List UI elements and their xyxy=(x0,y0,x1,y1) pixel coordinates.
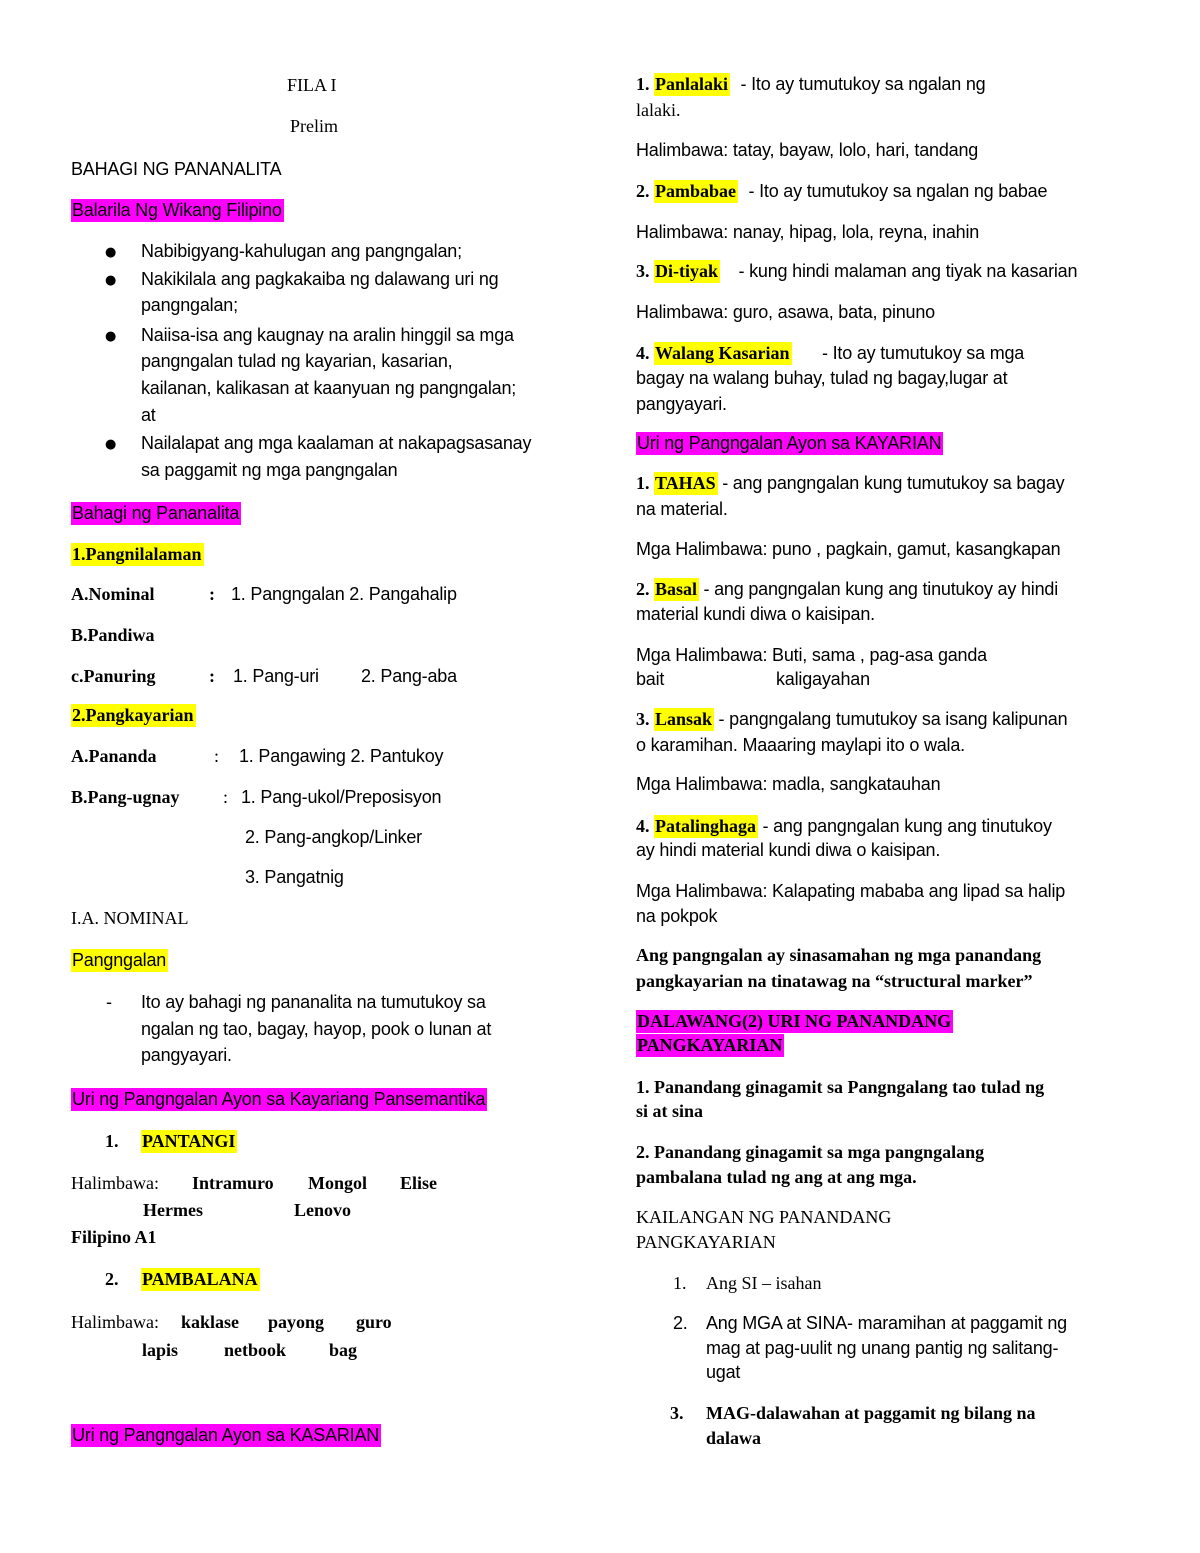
walang-kasarian-term: Walang Kasarian xyxy=(655,343,790,363)
nominal-colon: : xyxy=(209,584,215,604)
panlalaki-definition-cont: lalaki. xyxy=(636,100,681,120)
pananda-item: 1. Panandang ginagamit sa Pangngalang tao tulad ng xyxy=(636,1077,1045,1097)
list-item: Naiisa-isa ang kaugnay na aralin hinggil sa mga xyxy=(141,325,514,345)
pananda-colon: : xyxy=(214,746,220,766)
balarila-heading: Balarila Ng Wikang Filipino xyxy=(72,200,282,220)
pandiwa-label: B.Pandiwa xyxy=(71,625,155,645)
item-number: 2. xyxy=(636,579,650,599)
dituyak-term: Di-tiyak xyxy=(655,261,718,281)
basal-term: Basal xyxy=(655,579,698,599)
pangkayarian-heading: 2.Pangkayarian xyxy=(72,705,194,725)
bahagi-heading: Bahagi ng Pananalita xyxy=(72,503,240,523)
lansak-term: Lansak xyxy=(655,709,713,729)
definition-line: ngalan ng tao, bagay, hayop, pook o lunan at xyxy=(141,1019,492,1039)
halimbawa-label: Halimbawa: xyxy=(71,1312,159,1332)
definition-line: pangyayari. xyxy=(141,1045,232,1065)
kailangan-item: Ang SI – isahan xyxy=(706,1273,822,1293)
walang-definition: - Ito ay tumutukoy sa mga xyxy=(822,343,1025,363)
halimbawa-label: Halimbawa: xyxy=(71,1173,159,1193)
lansak-example: Mga Halimbawa: madla, sangkatauhan xyxy=(636,774,941,794)
patalinghaga-example: Mga Halimbawa: Kalapating mababa ang lipad sa halip xyxy=(636,881,1066,901)
pangngalan-heading: Pangngalan xyxy=(72,950,167,970)
kailangan-item-cont: dalawa xyxy=(706,1428,762,1448)
pananda-item-cont: si at sina xyxy=(636,1101,704,1121)
example-word: Filipino A1 xyxy=(71,1227,157,1247)
pananda-item-cont: pambalana tulad ng ang at ang mga. xyxy=(636,1167,917,1187)
example-word: Lenovo xyxy=(294,1200,352,1220)
example-word: Elise xyxy=(400,1173,438,1193)
basal-definition: - ang pangngalan kung ang tinutukoy ay hindi xyxy=(703,579,1058,599)
patalinghaga-example: na pokpok xyxy=(636,906,718,926)
pambalana-number: 2. xyxy=(105,1269,119,1289)
tahas-definition-cont: na material. xyxy=(636,499,728,519)
bullet-icon: ● xyxy=(105,329,117,344)
tahas-term: TAHAS xyxy=(655,473,716,493)
list-item: Nakikilala ang pagkakaiba ng dalawang uri ng xyxy=(141,269,499,289)
item-number: 4. xyxy=(636,816,650,836)
list-item-continuation: pangngalan tulad ng kayarian, kasarian, xyxy=(141,351,453,371)
patalinghaga-definition: - ang pangngalan kung ang tinutukoy xyxy=(762,816,1052,836)
lansak-definition-cont: o karamihan. Maaaring maylapi ito o wala. xyxy=(636,735,965,755)
panuring-label: c.Panuring xyxy=(71,666,156,686)
tahas-example: Mga Halimbawa: puno , pagkain, gamut, kasangkapan xyxy=(636,539,1061,559)
list-item-continuation: kailanan, kalikasan at kaanyuan ng pangngalan; xyxy=(141,378,517,398)
dituyak-example: Halimbawa: guro, asawa, bata, pinuno xyxy=(636,302,935,322)
item-number: 2. xyxy=(636,181,650,201)
kailangan-item-cont: mag at pag-uulit ng unang pantig ng salitang- xyxy=(706,1338,1059,1358)
example-word: Intramuro xyxy=(192,1173,274,1193)
pangugnay-colon: : xyxy=(223,787,229,807)
list-item: Nailalapat ang mga kaalaman at nakapagsasanay xyxy=(141,433,532,453)
kailangan-item: MAG-dalawahan at paggamit ng bilang na xyxy=(706,1403,1036,1423)
kailangan-number: 1. xyxy=(673,1273,687,1293)
structural-marker-text: pangkayarian na tinatawag na “structural marker” xyxy=(636,971,1033,991)
panuring-colon: : xyxy=(209,666,215,686)
nominal-label: A.Nominal xyxy=(71,584,155,604)
item-number: 3. xyxy=(636,261,650,281)
example-word: Hermes xyxy=(143,1200,203,1220)
walang-definition-cont: bagay na walang buhay, tulad ng bagay,lugar at xyxy=(636,368,1008,388)
pangnilalaman-heading: 1.Pangnilalaman xyxy=(72,544,202,564)
nominal-items: 1. Pangngalan 2. Pangahalip xyxy=(231,584,457,604)
item-number: 1. xyxy=(636,473,650,493)
pananda-items: 1. Pangawing 2. Pantukoy xyxy=(239,746,444,766)
pangugnay-label: B.Pang-ugnay xyxy=(71,787,180,807)
item-number: 3. xyxy=(636,709,650,729)
kailangan-item-cont: ugat xyxy=(706,1362,741,1382)
pangugnay-item: 2. Pang-angkop/Linker xyxy=(245,827,422,847)
dalawang-uri-heading: PANGKAYARIAN xyxy=(637,1035,783,1055)
basal-example: kaligayahan xyxy=(776,669,870,689)
example-word: payong xyxy=(268,1312,325,1332)
panlalaki-term: Panlalaki xyxy=(655,74,729,94)
list-item-continuation: pangngalan; xyxy=(141,295,238,315)
bullet-icon: ● xyxy=(105,273,117,288)
uri-semantika-heading: Uri ng Pangngalan Ayon sa Kayariang Pansemantika xyxy=(72,1089,486,1109)
pantangi-heading: PANTANGI xyxy=(142,1131,236,1151)
pambabae-definition: - Ito ay tumutukoy sa ngalan ng babae xyxy=(748,181,1048,201)
nominal-section-heading: I.A. NOMINAL xyxy=(71,908,189,928)
definition-line: Ito ay bahagi ng pananalita na tumutukoy sa xyxy=(141,992,486,1012)
pambalana-heading: PAMBALANA xyxy=(142,1269,258,1289)
kailangan-heading: PANGKAYARIAN xyxy=(636,1232,776,1252)
basal-example: Mga Halimbawa: Buti, sama , pag-asa ganda xyxy=(636,645,987,665)
uri-kasarian-heading: Uri ng Pangngalan Ayon sa KASARIAN xyxy=(72,1425,380,1445)
bullet-icon: ● xyxy=(105,245,117,260)
lansak-definition: - pangngalang tumutukoy sa isang kalipunan xyxy=(718,709,1068,729)
pananda-item: 2. Panandang ginagamit sa mga pangngalang xyxy=(636,1142,985,1162)
panuring-item: 2. Pang-aba xyxy=(361,666,457,686)
basal-example: bait xyxy=(636,669,665,689)
panlalaki-definition: - Ito ay tumutukoy sa ngalan ng xyxy=(740,74,986,94)
walang-definition-cont: pangyayari. xyxy=(636,394,727,414)
panuring-item: 1. Pang-uri xyxy=(233,666,319,686)
dalawang-uri-heading: DALAWANG(2) URI NG PANANDANG xyxy=(637,1011,952,1031)
pangugnay-item: 3. Pangatnig xyxy=(245,867,344,887)
kailangan-heading: KAILANGAN NG PANANDANG xyxy=(636,1207,892,1227)
example-word: netbook xyxy=(224,1340,287,1360)
list-item-continuation: at xyxy=(141,405,156,425)
pambabae-example: Halimbawa: nanay, hipag, lola, reyna, inahin xyxy=(636,222,980,242)
dash-marker: - xyxy=(106,992,112,1012)
bullet-icon: ● xyxy=(105,437,117,452)
pantangi-number: 1. xyxy=(105,1131,119,1151)
structural-marker-text: Ang pangngalan ay sinasamahan ng mga panandang xyxy=(636,945,1042,965)
basal-definition-cont: material kundi diwa o kaisipan. xyxy=(636,604,875,624)
panlalaki-example: Halimbawa: tatay, bayaw, lolo, hari, tandang xyxy=(636,140,979,160)
dituyak-definition: - kung hindi malaman ang tiyak na kasarian xyxy=(738,261,1078,281)
patalinghaga-definition-cont: ay hindi material kundi diwa o kaisipan. xyxy=(636,840,941,860)
pambabae-term: Pambabae xyxy=(655,181,736,201)
kailangan-number: 3. xyxy=(670,1403,684,1423)
section-heading: BAHAGI NG PANANALITA xyxy=(71,159,282,179)
item-number: 4. xyxy=(636,343,650,363)
patalinghaga-term: Patalinghaga xyxy=(655,816,757,836)
tahas-definition: - ang pangngalan kung tumutukoy sa bagay xyxy=(722,473,1065,493)
document-title: FILA I xyxy=(287,75,337,95)
item-number: 1. xyxy=(636,74,650,94)
example-word: Mongol xyxy=(308,1173,368,1193)
kailangan-number: 2. xyxy=(673,1313,688,1333)
list-item: Nabibigyang-kahulugan ang pangngalan; xyxy=(141,241,462,261)
pangugnay-item: 1. Pang-ukol/Preposisyon xyxy=(241,787,442,807)
uri-kayarian-heading: Uri ng Pangngalan Ayon sa KAYARIAN xyxy=(637,433,942,453)
pananda-label: A.Pananda xyxy=(71,746,157,766)
example-word: guro xyxy=(356,1312,392,1332)
example-word: bag xyxy=(329,1340,358,1360)
list-item-continuation: sa paggamit ng mga pangngalan xyxy=(141,460,398,480)
example-word: kaklase xyxy=(181,1312,240,1332)
example-word: lapis xyxy=(142,1340,179,1360)
document-subtitle: Prelim xyxy=(290,116,338,136)
kailangan-item: Ang MGA at SINA- maramihan at paggamit ng xyxy=(706,1313,1067,1333)
